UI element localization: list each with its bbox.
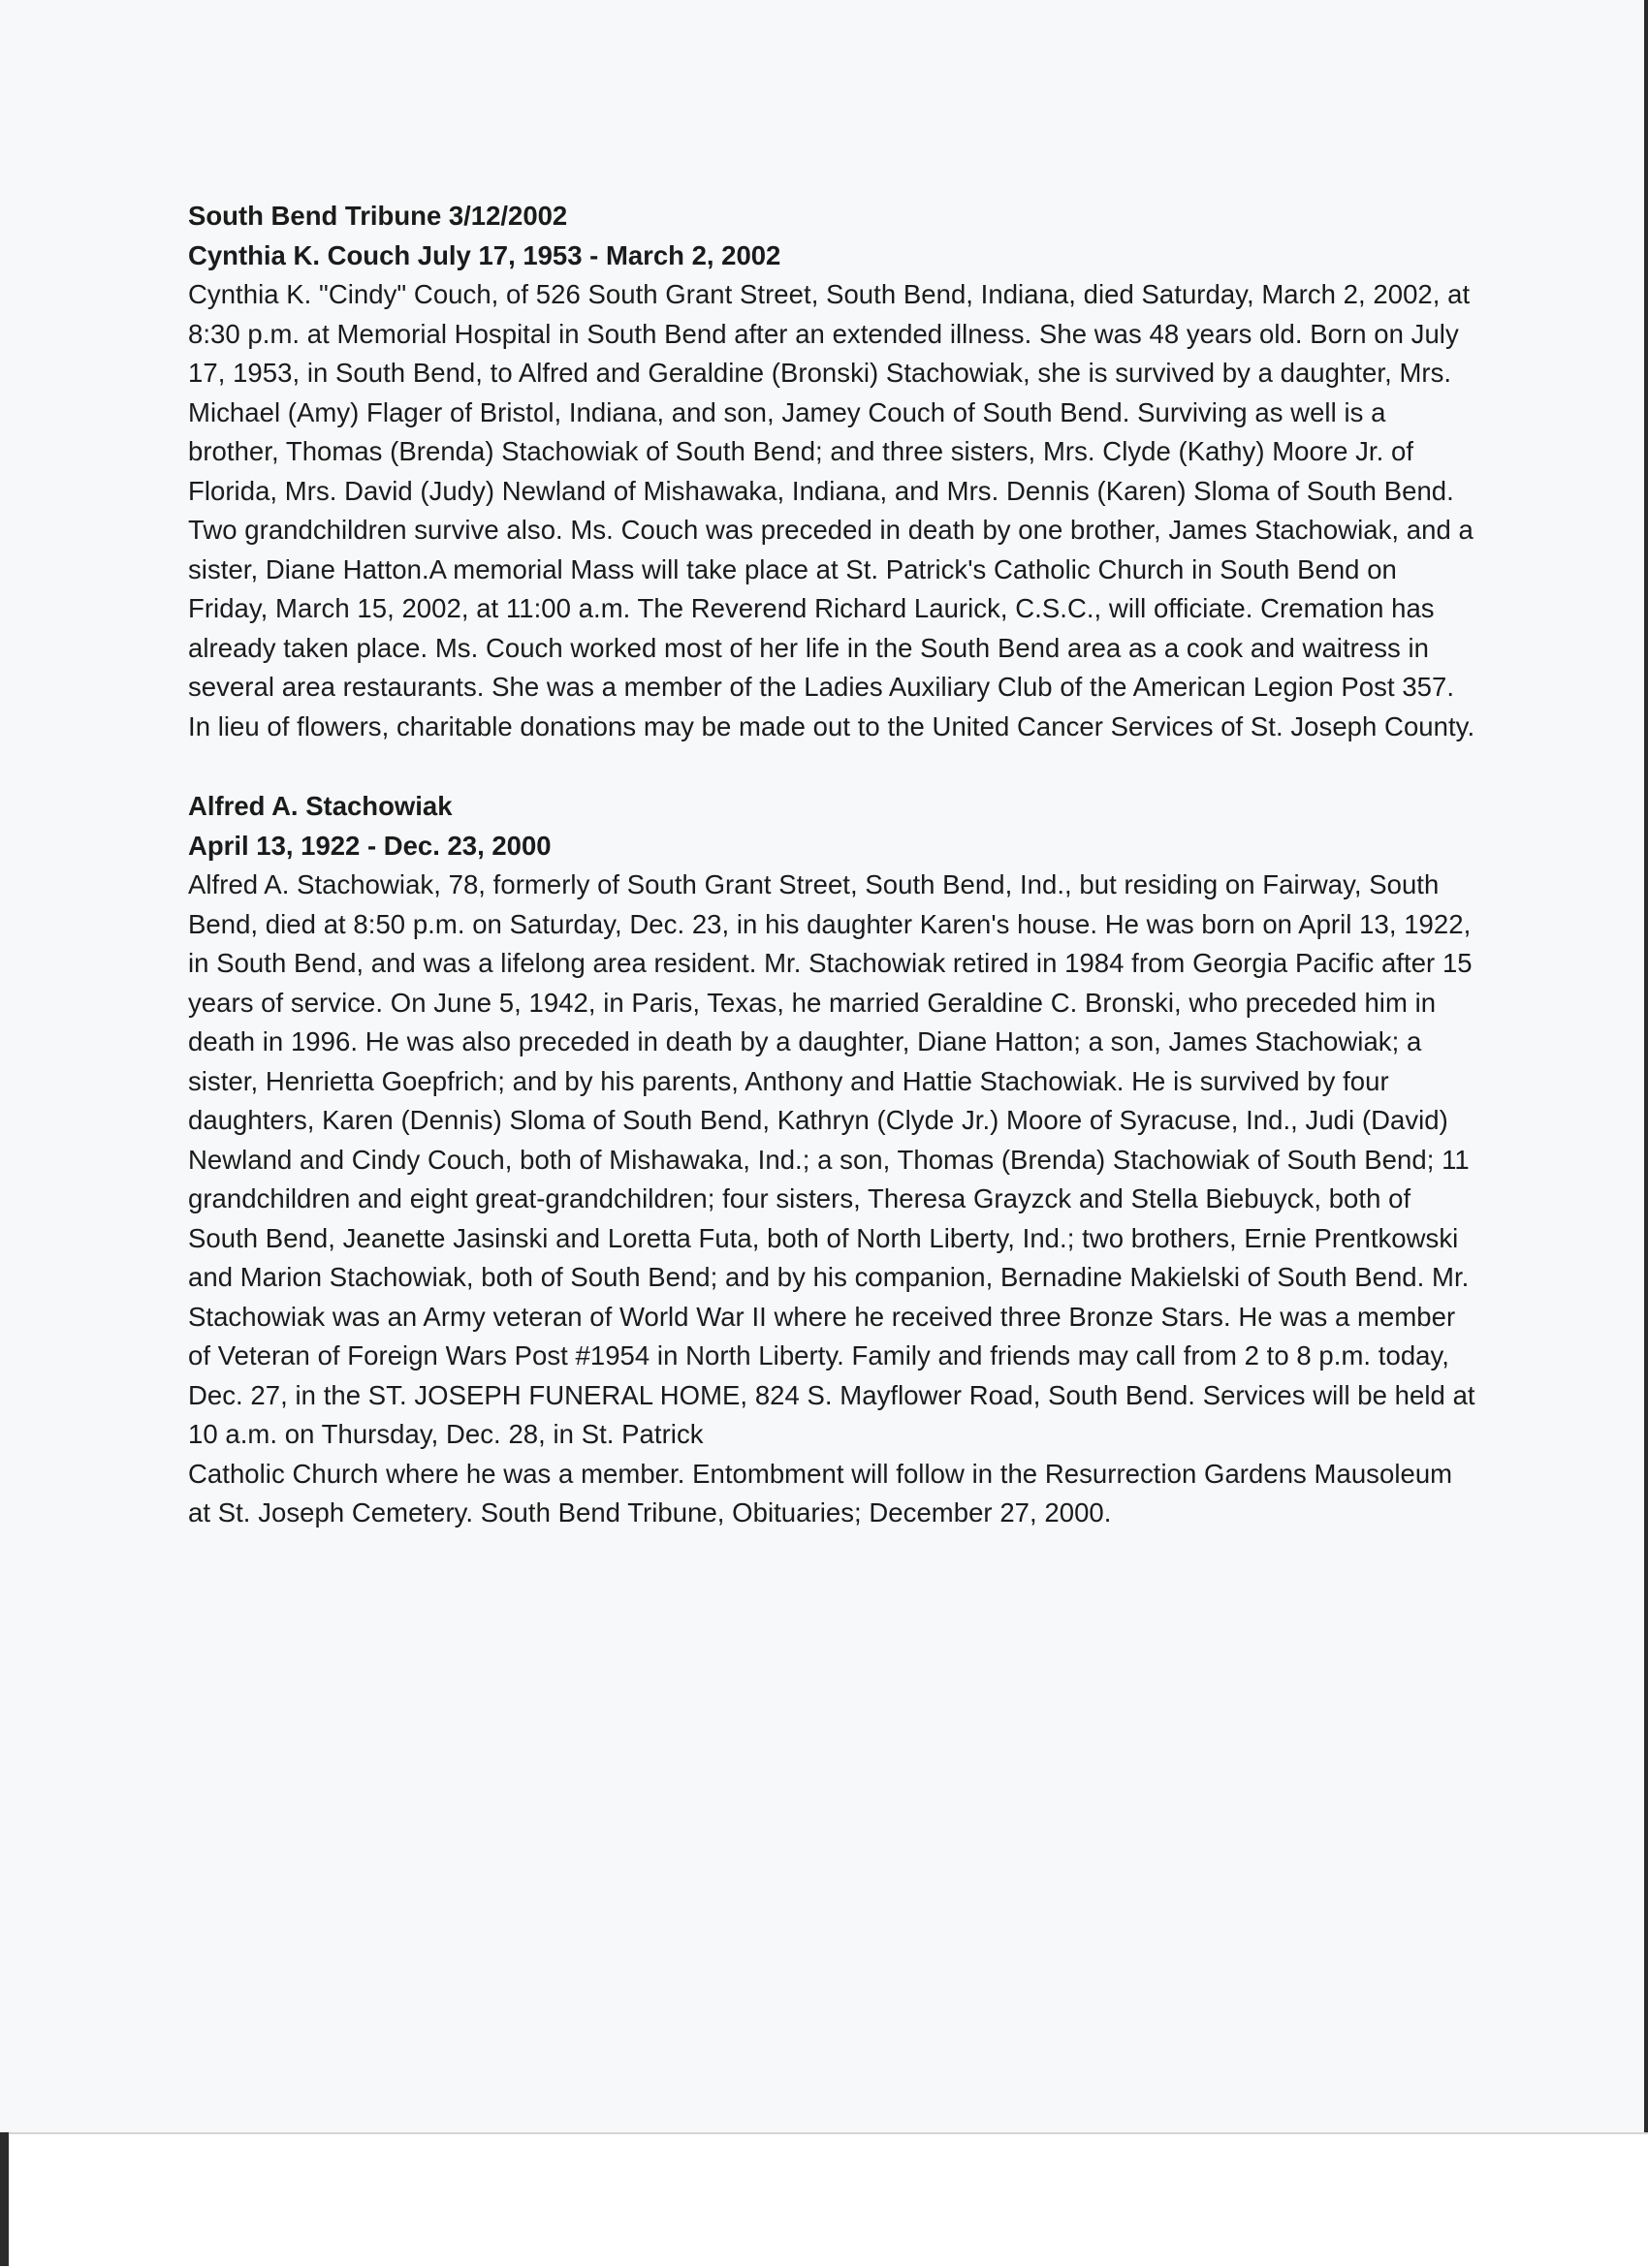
scan-border-right	[1644, 0, 1648, 2266]
entry-name-heading: Alfred A. Stachowiak	[188, 791, 453, 821]
entry-paragraph: Cynthia K. "Cindy" Couch, of 526 South Grant Street, South Bend, Indiana, died Saturday, March 2, 2002, at 8:30 p.m. at Memorial Hospital in South Bend after an extended illness. She was 48 years old. Born on July 17, 1953, in South Bend, to Alfred and Geraldine (Bronski) Stachowiak, she is survived by a daughter, Mrs. Michael (Amy) Flager of Bristol, Indiana, and son, Jamey Couch of South Bend. Surviving as well is a brother, Thomas (Brenda) Stachowiak of South Bend; and three sisters, Mrs. Clyde (Kathy) Moore Jr. of Florida, Mrs. David (Judy) Newland of Mishawaka, Indiana, and Mrs. Dennis (Karen) Sloma of South Bend. Two grandchildren survive also. Ms. Couch was preceded in death by one brother, James Stachowiak, and a sister, Diane Hatton.A memorial Mass will take place at St. Patrick's Catholic Church in South Bend on Friday, March 15, 2002, at 11:00 a.m. The Reverend Richard Laurick, C.S.C., will officiate. Cremation has already taken place. Ms. Couch worked most of her life in the South Bend area as a cook and waitress in several area restaurants. She was a member of the Ladies Auxiliary Club of the American Legion Post 357. In lieu of flowers, charitable donations may be made out to the United Cancer Services of St. Joseph County.	[188, 279, 1475, 741]
document-body	[188, 197, 1477, 1533]
scan-border-bottom	[0, 2132, 1648, 2268]
entry-paragraph-continued: Catholic Church where he was a member. Entombment will follow in the Resurrection Gardens Mausoleum at St. Joseph Cemetery. South Bend Tribune, Obituaries; December 27, 2000.	[188, 1458, 1453, 1528]
entry-source-heading: South Bend Tribune 3/12/2002	[188, 201, 568, 231]
entry-paragraph: Alfred A. Stachowiak, 78, formerly of South Grant Street, South Bend, Ind., but residing on Fairway, South Bend, died at 8:50 p.m. on Saturday, Dec. 23, in his daughter Karen's house. He was born on April 13, 1922, in South Bend, and was a lifelong area resident. Mr. Stachowiak retired in 1984 from Georgia Pacific after 15 years of service. On June 5, 1942, in Paris, Texas, he married Geraldine C. Bronski, who preceded him in death in 1996. He was also preceded in death by a daughter, Diane Hatton; a son, James Stachowiak; a sister, Henrietta Goepfrich; and by his parents, Anthony and Hattie Stachowiak. He is survived by four daughters, Karen (Dennis) Sloma of South Bend, Kathryn (Clyde Jr.) Moore of Syracuse, Ind., Judi (David) Newland and Cindy Couch, both of Mishawaka, Ind.; a son, Thomas (Brenda) Stachowiak of South Bend; 11 grandchildren and eight great-grandchildren; four sisters, Theresa Grayzck and Stella Biebuyck, both of South Bend, Jeanette Jasinski and Loretta Futa, both of North Liberty, Ind.; two brothers, Ernie Prentkowski and Marion Stachowiak, both of South Bend; and by his companion, Bernadine Makielski of South Bend. Mr. Stachowiak was an Army veteran of World War II where he received three Bronze Stars. He was a member of Veteran of Foreign Wars Post #1954 in North Liberty. Family and friends may call from 2 to 8 p.m. today, Dec. 27, in the ST. JOSEPH FUNERAL HOME, 824 S. Mayflower Road, South Bend. Services will be held at 10 a.m. on Thursday, Dec. 28, in St. Patrick	[188, 869, 1475, 1449]
obituary-alfred-stachowiak	[188, 787, 1477, 1533]
obituary-cynthia-couch	[188, 197, 1477, 746]
entry-title-heading: Cynthia K. Couch July 17, 1953 - March 2, 2002	[188, 239, 781, 270]
entry-dates-heading: April 13, 1922 - Dec. 23, 2000	[188, 830, 552, 861]
scan-border-left	[0, 2132, 9, 2266]
